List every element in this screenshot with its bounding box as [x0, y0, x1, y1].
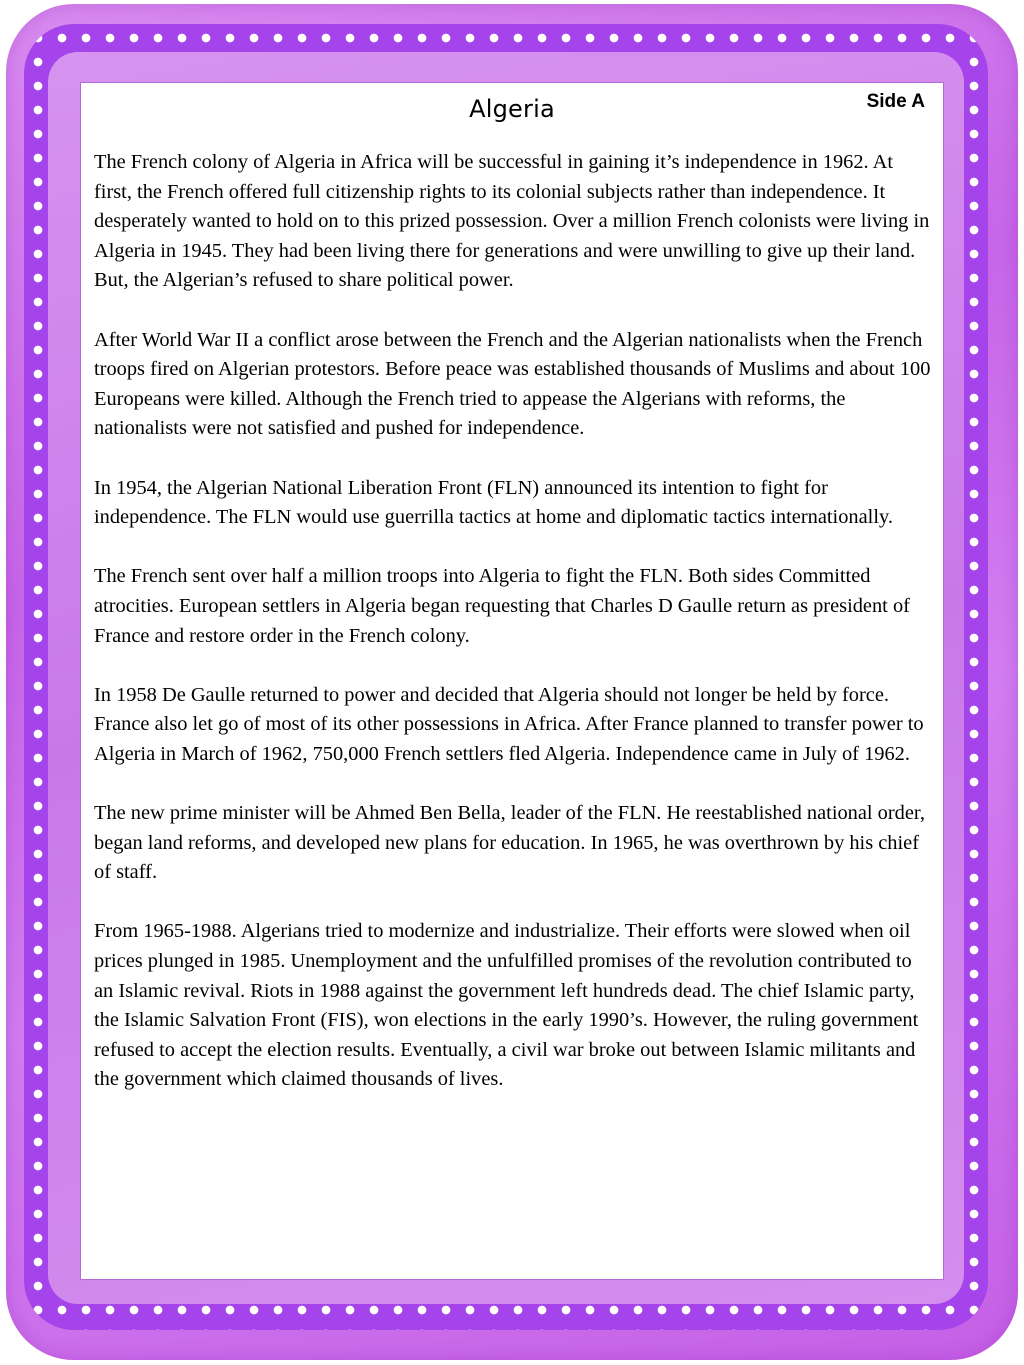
side-label: Side A [866, 91, 925, 112]
paragraph: After World War II a conflict arose between the French and the Algerian nationalists when the French troops fired on Algerian protestors. Before peace was established thousands of Muslims and about 100 Europeans were killed. Although the French tried to appease the Algerians with reforms, the nationalists were not satisfied and pushed for independence. [94, 328, 931, 440]
page-title: Algeria [469, 95, 555, 123]
paragraph: In 1958 De Gaulle returned to power and decided that Algeria should not longer be held by force. France also let go of most of its other possessions in Africa. After France planned to transfer power to Algeria in March of 1962, 750,000 French settlers fled Algeria. Independence came in July of 1962. [94, 683, 924, 765]
reading-card [80, 82, 944, 1280]
paragraph: In 1954, the Algerian National Liberation Front (FLN) announced its intention to fight for independence. The FLN would use guerrilla tactics at home and diplomatic tactics internationally. [94, 476, 893, 529]
paragraph: The French sent over half a million troops into Algeria to fight the FLN. Both sides Committed atrocities. European settlers in Algeria began requesting that Charles D Gaulle return as president of France and restore order in the French colony. [94, 565, 910, 647]
article-body [94, 148, 934, 1125]
paragraph: The new prime minister will be Ahmed Ben Bella, leader of the FLN. He reestablished national order, began land reforms, and developed new plans for education. In 1965, he was overthrown by his chief of staff. [94, 802, 925, 884]
paragraph: From 1965-1988. Algerians tried to modernize and industrialize. Their efforts were slowed when oil prices plunged in 1985. Unemployment and the unfulfilled promises of the revolution contributed to an Islamic revival. Riots in 1988 against the government left hundreds dead. The chief Islamic party, the Islamic Salvation Front (FIS), won elections in the early 1990’s. However, the ruling government refused to accept the election results. Eventually, a civil war broke out between Islamic militants and the government which claimed thousands of lives. [94, 920, 919, 1091]
paragraph: The French colony of Algeria in Africa will be successful in gaining it’s independence in 1962. At first, the French offered full citizenship rights to its colonial subjects rather than independence. It desperately wanted to hold on to this prized possession. Over a million French colonists were living in Algeria in 1945. They had been living there for generations and were unwilling to give up their land. But, the Algerian’s refused to share political power. [94, 151, 930, 292]
